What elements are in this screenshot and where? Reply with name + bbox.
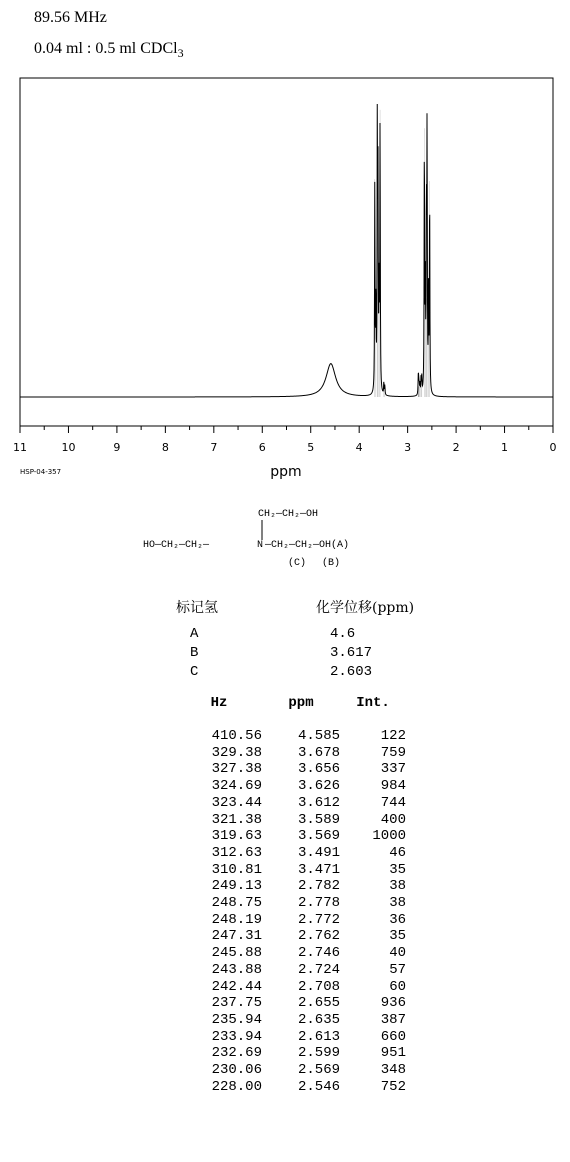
cell-hz: 249.13 xyxy=(211,878,262,895)
assignment-shift: 4.6 xyxy=(330,626,356,642)
cell-hz: 324.69 xyxy=(211,778,262,795)
structure-main-chain-left: HO—CH₂—CH₂— xyxy=(143,540,210,551)
table-row xyxy=(176,979,406,996)
header-int: Int. xyxy=(356,695,390,711)
table-row xyxy=(176,1079,406,1096)
cell-ppm: 2.569 xyxy=(297,1062,340,1079)
cell-int: 46 xyxy=(389,844,406,861)
cell-hz: 321.38 xyxy=(211,811,262,828)
cell-int: 348 xyxy=(380,1062,406,1079)
x-axis-label: ppm xyxy=(270,464,302,480)
cell-hz: 312.63 xyxy=(211,844,262,861)
table-row xyxy=(176,1012,406,1029)
peak-table-body xyxy=(176,714,406,1095)
x-tick-label: 6 xyxy=(258,441,266,454)
spectrometer-frequency: 89.56 MHz xyxy=(34,9,107,26)
table-row xyxy=(176,895,406,912)
peak-table-header xyxy=(176,692,406,714)
cell-ppm: 3.471 xyxy=(297,861,340,878)
table-row xyxy=(176,828,406,845)
assignment-header-shift: 化学位移(ppm) xyxy=(316,600,415,616)
cell-hz: 242.44 xyxy=(211,978,262,995)
cell-int: 122 xyxy=(380,728,406,744)
cell-hz: 329.38 xyxy=(211,744,262,761)
x-tick-label: 4 xyxy=(355,441,363,454)
cell-ppm: 2.762 xyxy=(297,928,340,945)
cell-ppm: 2.546 xyxy=(297,1078,340,1095)
table-row xyxy=(176,761,406,778)
table-row xyxy=(176,745,406,762)
x-tick-label: 8 xyxy=(161,441,169,454)
assignment-header-label: 标记氢 xyxy=(176,600,218,616)
cell-hz: 319.63 xyxy=(211,828,262,845)
cell-hz: 228.00 xyxy=(211,1078,262,1095)
table-row xyxy=(176,878,406,895)
header-ppm: ppm xyxy=(288,695,314,711)
cell-int: 337 xyxy=(380,761,406,778)
cell-ppm: 2.708 xyxy=(297,978,340,995)
spectrum-code: HSP-04-357 xyxy=(20,468,62,476)
x-tick-label: 3 xyxy=(404,441,412,454)
table-row xyxy=(176,845,406,862)
x-tick-label: 1 xyxy=(501,441,509,454)
cell-hz: 323.44 xyxy=(211,794,262,811)
cell-int: 752 xyxy=(380,1078,406,1095)
x-tick-label: 9 xyxy=(113,441,121,454)
table-row xyxy=(176,928,406,945)
cell-ppm: 3.569 xyxy=(297,828,340,845)
cell-ppm: 4.585 xyxy=(297,728,340,744)
cell-hz: 232.69 xyxy=(211,1045,262,1062)
table-row xyxy=(176,945,406,962)
cell-int: 984 xyxy=(380,778,406,795)
cell-int: 387 xyxy=(380,1011,406,1028)
x-tick-label: 11 xyxy=(13,441,27,454)
cell-hz: 248.75 xyxy=(211,895,262,912)
table-row xyxy=(176,1029,406,1046)
table-row xyxy=(176,962,406,979)
assignment-label: A xyxy=(190,626,199,642)
cell-hz: 237.75 xyxy=(211,995,262,1012)
peak-table xyxy=(176,692,406,1095)
cell-int: 60 xyxy=(389,978,406,995)
cell-hz: 245.88 xyxy=(211,945,262,962)
assignment-label: B xyxy=(190,645,199,661)
assignment-shift: 2.603 xyxy=(330,664,373,680)
cell-ppm: 3.589 xyxy=(297,811,340,828)
cell-hz: 310.81 xyxy=(211,861,262,878)
cell-hz: 235.94 xyxy=(211,1011,262,1028)
x-tick-label: 10 xyxy=(61,441,76,454)
cell-ppm: 2.746 xyxy=(297,945,340,962)
cell-hz: 410.56 xyxy=(211,728,262,744)
solvent-text: 0.04 ml : 0.5 ml CDCl xyxy=(34,40,178,57)
cell-int: 36 xyxy=(389,911,406,928)
cell-int: 57 xyxy=(389,961,406,978)
structure-label-b: (B) xyxy=(322,558,341,569)
cell-int: 1000 xyxy=(372,828,406,845)
cell-int: 38 xyxy=(389,895,406,912)
assignment-shift: 3.617 xyxy=(330,645,373,661)
cell-int: 759 xyxy=(380,744,406,761)
cell-ppm: 3.612 xyxy=(297,794,340,811)
header-hz: Hz xyxy=(210,695,228,711)
cell-int: 936 xyxy=(380,995,406,1012)
table-row xyxy=(176,795,406,812)
cell-hz: 230.06 xyxy=(211,1062,262,1079)
cell-ppm: 2.599 xyxy=(297,1045,340,1062)
cell-int: 660 xyxy=(380,1028,406,1045)
x-tick-label: 2 xyxy=(452,441,460,454)
structure-nitrogen: N xyxy=(257,540,264,551)
assignment-label: C xyxy=(190,664,199,680)
table-row xyxy=(176,862,406,879)
cell-ppm: 3.626 xyxy=(297,778,340,795)
cell-ppm: 2.772 xyxy=(297,911,340,928)
cell-ppm: 2.782 xyxy=(297,878,340,895)
table-row xyxy=(176,812,406,829)
cell-int: 40 xyxy=(389,945,406,962)
cell-ppm: 3.491 xyxy=(297,844,340,861)
cell-ppm: 2.635 xyxy=(297,1011,340,1028)
x-tick-label: 0 xyxy=(549,441,557,454)
cell-hz: 243.88 xyxy=(211,961,262,978)
table-row xyxy=(176,728,406,745)
cell-hz: 248.19 xyxy=(211,911,262,928)
x-tick-label: 5 xyxy=(307,441,315,454)
table-row xyxy=(176,1062,406,1079)
table-row xyxy=(176,1045,406,1062)
cell-int: 951 xyxy=(380,1045,406,1062)
cell-int: 38 xyxy=(389,878,406,895)
table-row xyxy=(176,912,406,929)
cell-ppm: 2.724 xyxy=(297,961,340,978)
cell-int: 35 xyxy=(389,928,406,945)
cell-ppm: 3.678 xyxy=(297,744,340,761)
cell-int: 35 xyxy=(389,861,406,878)
cell-ppm: 2.613 xyxy=(297,1028,340,1045)
structure-label-c: (C) xyxy=(288,558,307,569)
structure-top-branch: CH₂—CH₂—OH xyxy=(258,509,319,520)
structure-main-chain-right: —CH₂—CH₂—OH(A) xyxy=(265,540,350,551)
cell-int: 744 xyxy=(380,794,406,811)
cell-ppm: 2.655 xyxy=(297,995,340,1012)
cell-hz: 247.31 xyxy=(211,928,262,945)
cell-ppm: 2.778 xyxy=(297,895,340,912)
solvent-subscript: 3 xyxy=(177,46,184,60)
x-tick-label: 7 xyxy=(210,441,218,454)
cell-hz: 327.38 xyxy=(211,761,262,778)
cell-int: 400 xyxy=(380,811,406,828)
cell-hz: 233.94 xyxy=(211,1028,262,1045)
table-row xyxy=(176,778,406,795)
cell-ppm: 3.656 xyxy=(297,761,340,778)
table-row xyxy=(176,995,406,1012)
